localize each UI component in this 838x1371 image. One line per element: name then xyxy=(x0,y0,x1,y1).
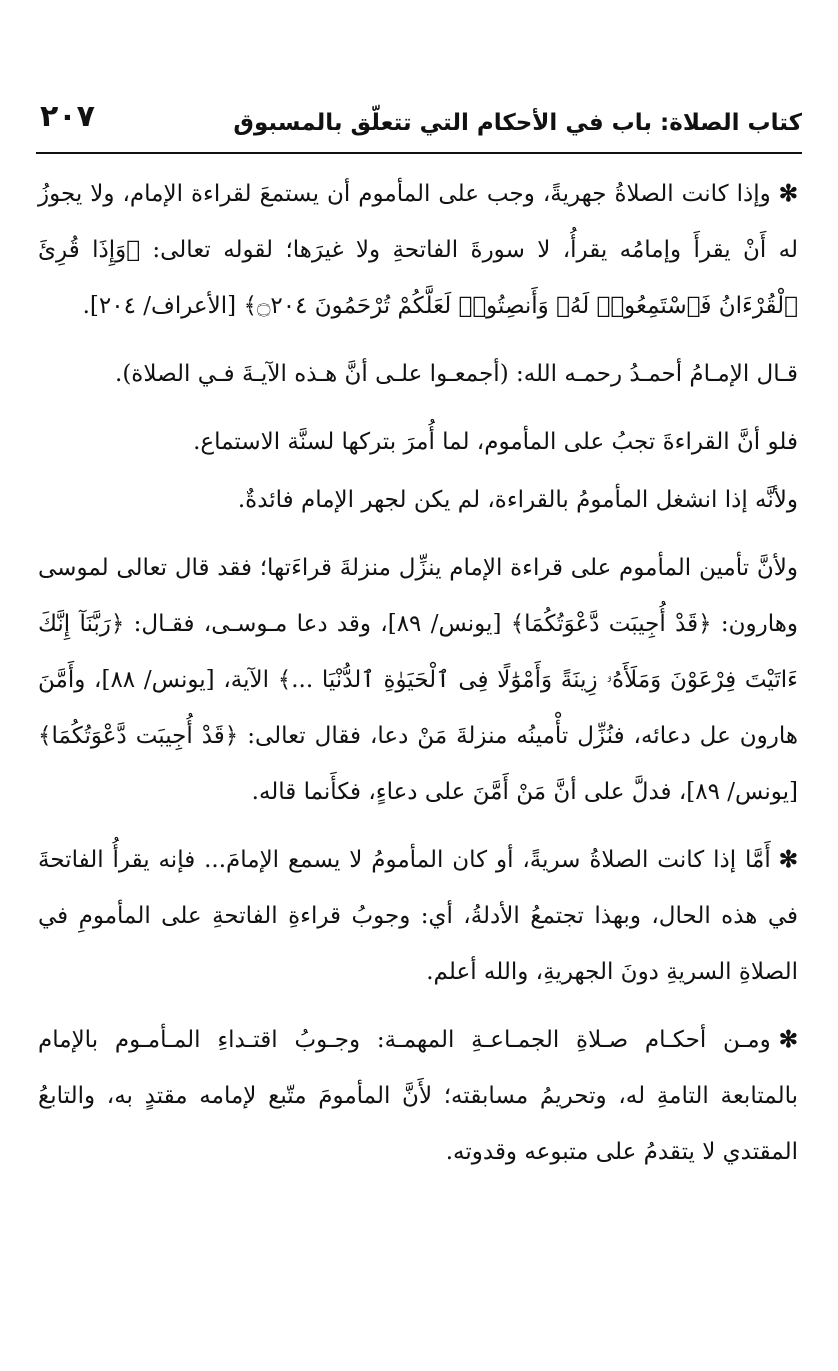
paragraph-1 xyxy=(38,166,798,334)
paragraph-1-text: وإذا كانت الصلاةُ جهريةً، وجب على المأموم أن يستمعَ لقراءة الإمام، ولا يجوزُ له أَنْ يقرأَ وإمامُه يقرأُ، لا سورةَ الفاتحةِ ولا غيرَها؛ لقوله تعالى: ﴿وَإِذَا قُرِئَ ٱلْقُرْءَانُ فَٱسْتَمِعُوا۟ لَهُۥ وَأَنصِتُوا۟ لَعَلَّكُمْ تُرْحَمُونَ ۝٢٠٤﴾ [الأعراف/ ٢٠٤]. xyxy=(38,181,798,319)
paragraph-3 xyxy=(38,414,798,470)
paragraph-7 xyxy=(38,1012,798,1180)
paragraph-6-text: أَمَّا إذا كانت الصلاةُ سريةً، أو كان المأمومُ لا يسمع الإمامَ... فإنه يقرأُ الفاتحةَ في هذه الحال، وبهذا تجتمعُ الأدلةُ، أي: وجوبُ قراءةِ الفاتحةِ على المأمومِ في الصلاةِ السريةِ دونَ الجهريةِ، والله أعلم. xyxy=(38,847,798,985)
running-title: كتاب الصلاة: باب في الأحكام التي تتعلّق بالمسبوق xyxy=(233,110,802,136)
paragraph-5-text: ولأنَّ تأمين المأموم على قراءة الإمام ينزِّل منزلةَ قراءَتها؛ فقد قال تعالى لموسى وهارون: ﴿قَدْ أُجِيبَت دَّعْوَتُكُمَا﴾ [يونس/ ٨٩]، وقد دعا مـوسـى، فقـال: ﴿رَبَّنَآ إِنَّكَ ءَاتَيْتَ فِرْعَوْنَ وَمَلَأَهُۥ زِينَةً وَأَمْوَٰلًا فِى ٱلْحَيَوٰةِ ٱلدُّنْيَا ...﴾ الآية، [يونس/ ٨٨]، وأَمَّنَ هارون عل دعائه، فنُزِّل تأْمينُه منزلةَ مَنْ دعا، فقال تعالى: ﴿قَدْ أُجِيبَت دَّعْوَتُكُمَا﴾ [يونس/ ٨٩]، فدلَّ على أنَّ مَنْ أَمَّنَ على دعاءٍ، فكأَنما قاله. xyxy=(38,555,798,805)
page-number: ٢٠٧ xyxy=(40,99,95,134)
paragraph-4-text: ولأنَّه إذا انشغل المأمومُ بالقراءة، لم يكن لجهر الإمام فائدةٌ. xyxy=(237,487,798,513)
paragraph-2-text: قـال الإمـامُ أحمـدُ رحمـه الله: (أجمعـوا علـى أنَّ هـذه الآيـةَ فـي الصلاة). xyxy=(115,361,798,387)
asterisk-bullet-icon: ✻ xyxy=(778,180,798,207)
paragraph-2 xyxy=(38,346,798,402)
paragraph-7-text: ومـن أحكـام صـلاةِ الجمـاعـةِ المهمـة: وجـوبُ اقتـداءِ المـأمـوم بالإمام بالمتابعة التامةِ له، وتحريمُ مسابقته؛ لأَنَّ المأمومَ متّبع لإمامه مقتدٍ به، والتابعُ المقتدي لا يتقدمُ على متبوعه وقدوته. xyxy=(38,1027,798,1165)
body-text xyxy=(38,166,798,1192)
page-header xyxy=(36,100,802,150)
asterisk-bullet-icon: ✻ xyxy=(778,1026,798,1053)
paragraph-4 xyxy=(38,472,798,528)
paragraph-3-text: فلو أنَّ القراءةَ تجبُ على المأموم، لما أُمرَ بتركها لسنَّة الاستماع. xyxy=(193,429,798,455)
asterisk-bullet-icon: ✻ xyxy=(778,846,798,873)
paragraph-6 xyxy=(38,832,798,1000)
header-divider xyxy=(36,152,802,154)
paragraph-5 xyxy=(38,540,798,820)
